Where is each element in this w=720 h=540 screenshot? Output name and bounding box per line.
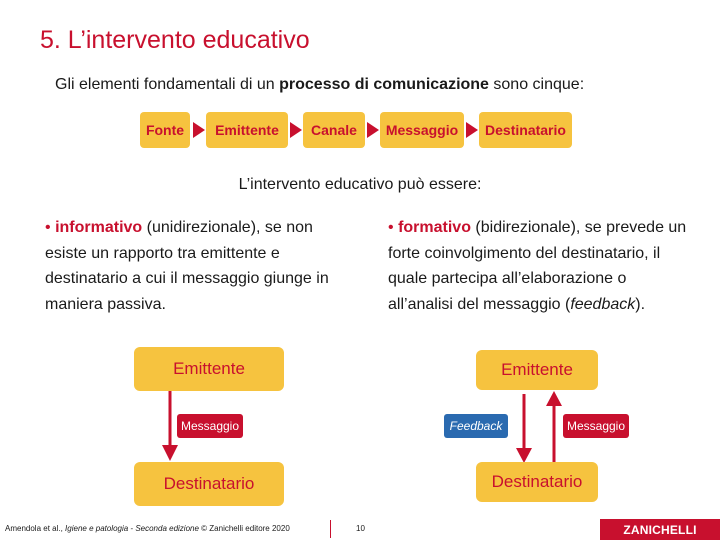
chain-box-emittente: Emittente <box>206 112 288 148</box>
intro-text <box>55 76 584 94</box>
chain-box-canale: Canale <box>303 112 365 148</box>
intro-after: sono cinque: <box>488 76 585 93</box>
message-tag: Messaggio <box>563 414 629 438</box>
feedback-italic: feedback <box>570 295 636 313</box>
intro-bold: processo di comunicazione <box>279 76 489 93</box>
diagram-emittente-box: Emittente <box>134 347 284 391</box>
formative-text: (bidirezionale), se prevede un forte coinvolgimento del destinatario, il quale partecipa all’elaborazione o all’analisi del messaggio ( <box>388 219 687 313</box>
chain-box-destinatario: Destinatario <box>479 112 572 148</box>
bidirectional-arrows-icon <box>510 390 570 464</box>
chain-arrow <box>367 122 379 138</box>
feedback-tag: Feedback <box>444 414 508 438</box>
footer-divider <box>330 520 331 538</box>
footer-citation <box>5 524 290 533</box>
diagram-destinatario-box: Destinatario <box>476 462 598 502</box>
keyword-informativo: informativo <box>55 219 143 236</box>
chain-arrow <box>290 122 302 138</box>
page-number: 10 <box>356 524 365 533</box>
citation-publisher: © Zanichelli editore 2020 <box>198 524 290 533</box>
chain-box-fonte: Fonte <box>140 112 190 148</box>
slide-title: 5. L’intervento educativo <box>40 26 310 54</box>
keyword-formativo: formativo <box>398 219 471 236</box>
message-tag: Messaggio <box>177 414 243 438</box>
formative-paragraph <box>388 215 688 317</box>
informative-paragraph <box>45 215 345 317</box>
informative-text: (unidirezionale), se non esiste un rapporto tra emittente e destinatario a cui il messaggio giunge in maniera passiva. <box>45 219 329 313</box>
diagram-destinatario-box: Destinatario <box>134 462 284 506</box>
chain-arrow <box>193 122 205 138</box>
diagram-emittente-box: Emittente <box>476 350 598 390</box>
chain-box-messaggio: Messaggio <box>380 112 464 148</box>
chain-arrow <box>466 122 478 138</box>
subheading: L’intervento educativo può essere: <box>238 176 482 193</box>
bullet-icon: • <box>45 219 51 236</box>
publisher-logo: ZANICHELLI <box>600 519 720 540</box>
bullet-icon: • <box>388 219 394 236</box>
citation-authors: Amendola et al., <box>5 524 66 533</box>
intro-before: Gli elementi fondamentali di un <box>55 76 280 93</box>
communication-chain <box>140 112 580 148</box>
formative-text-end: ). <box>635 295 646 313</box>
citation-book: Igiene e patologia - Seconda edizione <box>65 524 199 533</box>
